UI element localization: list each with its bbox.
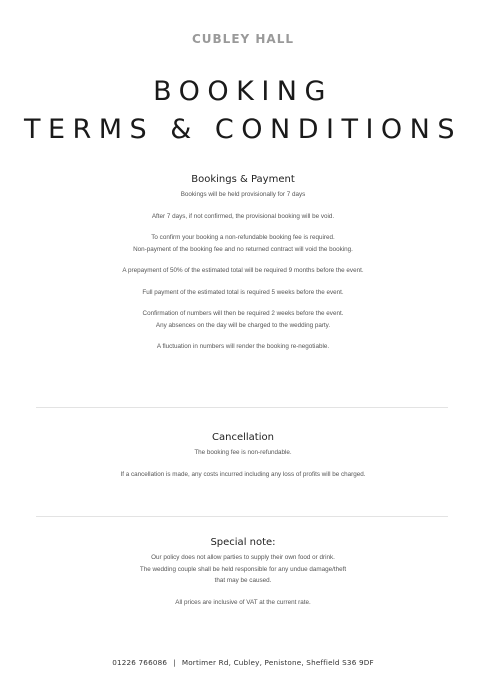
section-special-note (0, 537, 486, 618)
text-line: A fluctuation in numbers will render the booking re-negotiable. (156, 343, 330, 350)
footer-address: Mortimer Rd, Cubley, Penistone, Sheffield S36 9DF (181, 658, 374, 667)
footer-contact (0, 658, 486, 667)
text-line: Non-payment of the booking fee and no returned contract will void the booking. (133, 245, 353, 253)
text-line: After 7 days, if not confirmed, the provisional booking will be void. (151, 212, 335, 220)
text-line: that may be caused. (214, 577, 272, 584)
paragraph (0, 189, 486, 201)
text-line: Confirmation of numbers will then be required 2 weeks before the event. (142, 310, 344, 317)
section-divider (36, 407, 448, 408)
text-line: A prepayment of 50% of the estimated total will be required 9 months before the event. (122, 267, 364, 274)
paragraph (0, 447, 486, 459)
paragraph (0, 597, 486, 609)
text-line: All prices are inclusive of VAT at the current rate. (175, 598, 311, 606)
text-line: Full payment of the estimated total is required 5 weeks before the event. (142, 288, 344, 296)
section-heading: Cancellation (212, 432, 274, 443)
page-title-line-1: BOOKING (153, 76, 333, 107)
section-bookings-payment (0, 174, 486, 363)
section-heading: Special note: (210, 537, 276, 548)
text-line: If a cancellation is made, any costs incurred including any loss of profits will be charged. (120, 470, 366, 478)
footer-phone: 01226 766086 (112, 658, 168, 667)
section-divider (36, 516, 448, 517)
paragraph (0, 265, 486, 277)
text-line: To confirm your booking a non-refundable booking fee is required. (151, 234, 335, 241)
text-line: Our policy does not allow parties to supply their own food or drink. (151, 554, 335, 561)
section-cancellation (0, 432, 486, 490)
paragraph (0, 552, 486, 587)
paragraph (0, 232, 486, 255)
text-line: Any absences on the day will be charged to the wedding party. (155, 321, 331, 329)
footer-separator: | (173, 658, 176, 667)
text-line: The booking fee is non-refundable. (194, 449, 292, 456)
section-heading: Bookings & Payment (191, 174, 295, 185)
page-title-line-2: TERMS & CONDITIONS (23, 114, 463, 145)
paragraph (0, 287, 486, 299)
paragraph (0, 341, 486, 353)
venue-logo: CUBLEY HALL (191, 32, 295, 46)
paragraph (0, 469, 486, 481)
paragraph (0, 308, 486, 331)
paragraph (0, 211, 486, 223)
text-line: The wedding couple shall be held responsible for any undue damage/theft (139, 565, 347, 573)
text-line: Bookings will be held provisionally for 7 days (180, 191, 306, 198)
